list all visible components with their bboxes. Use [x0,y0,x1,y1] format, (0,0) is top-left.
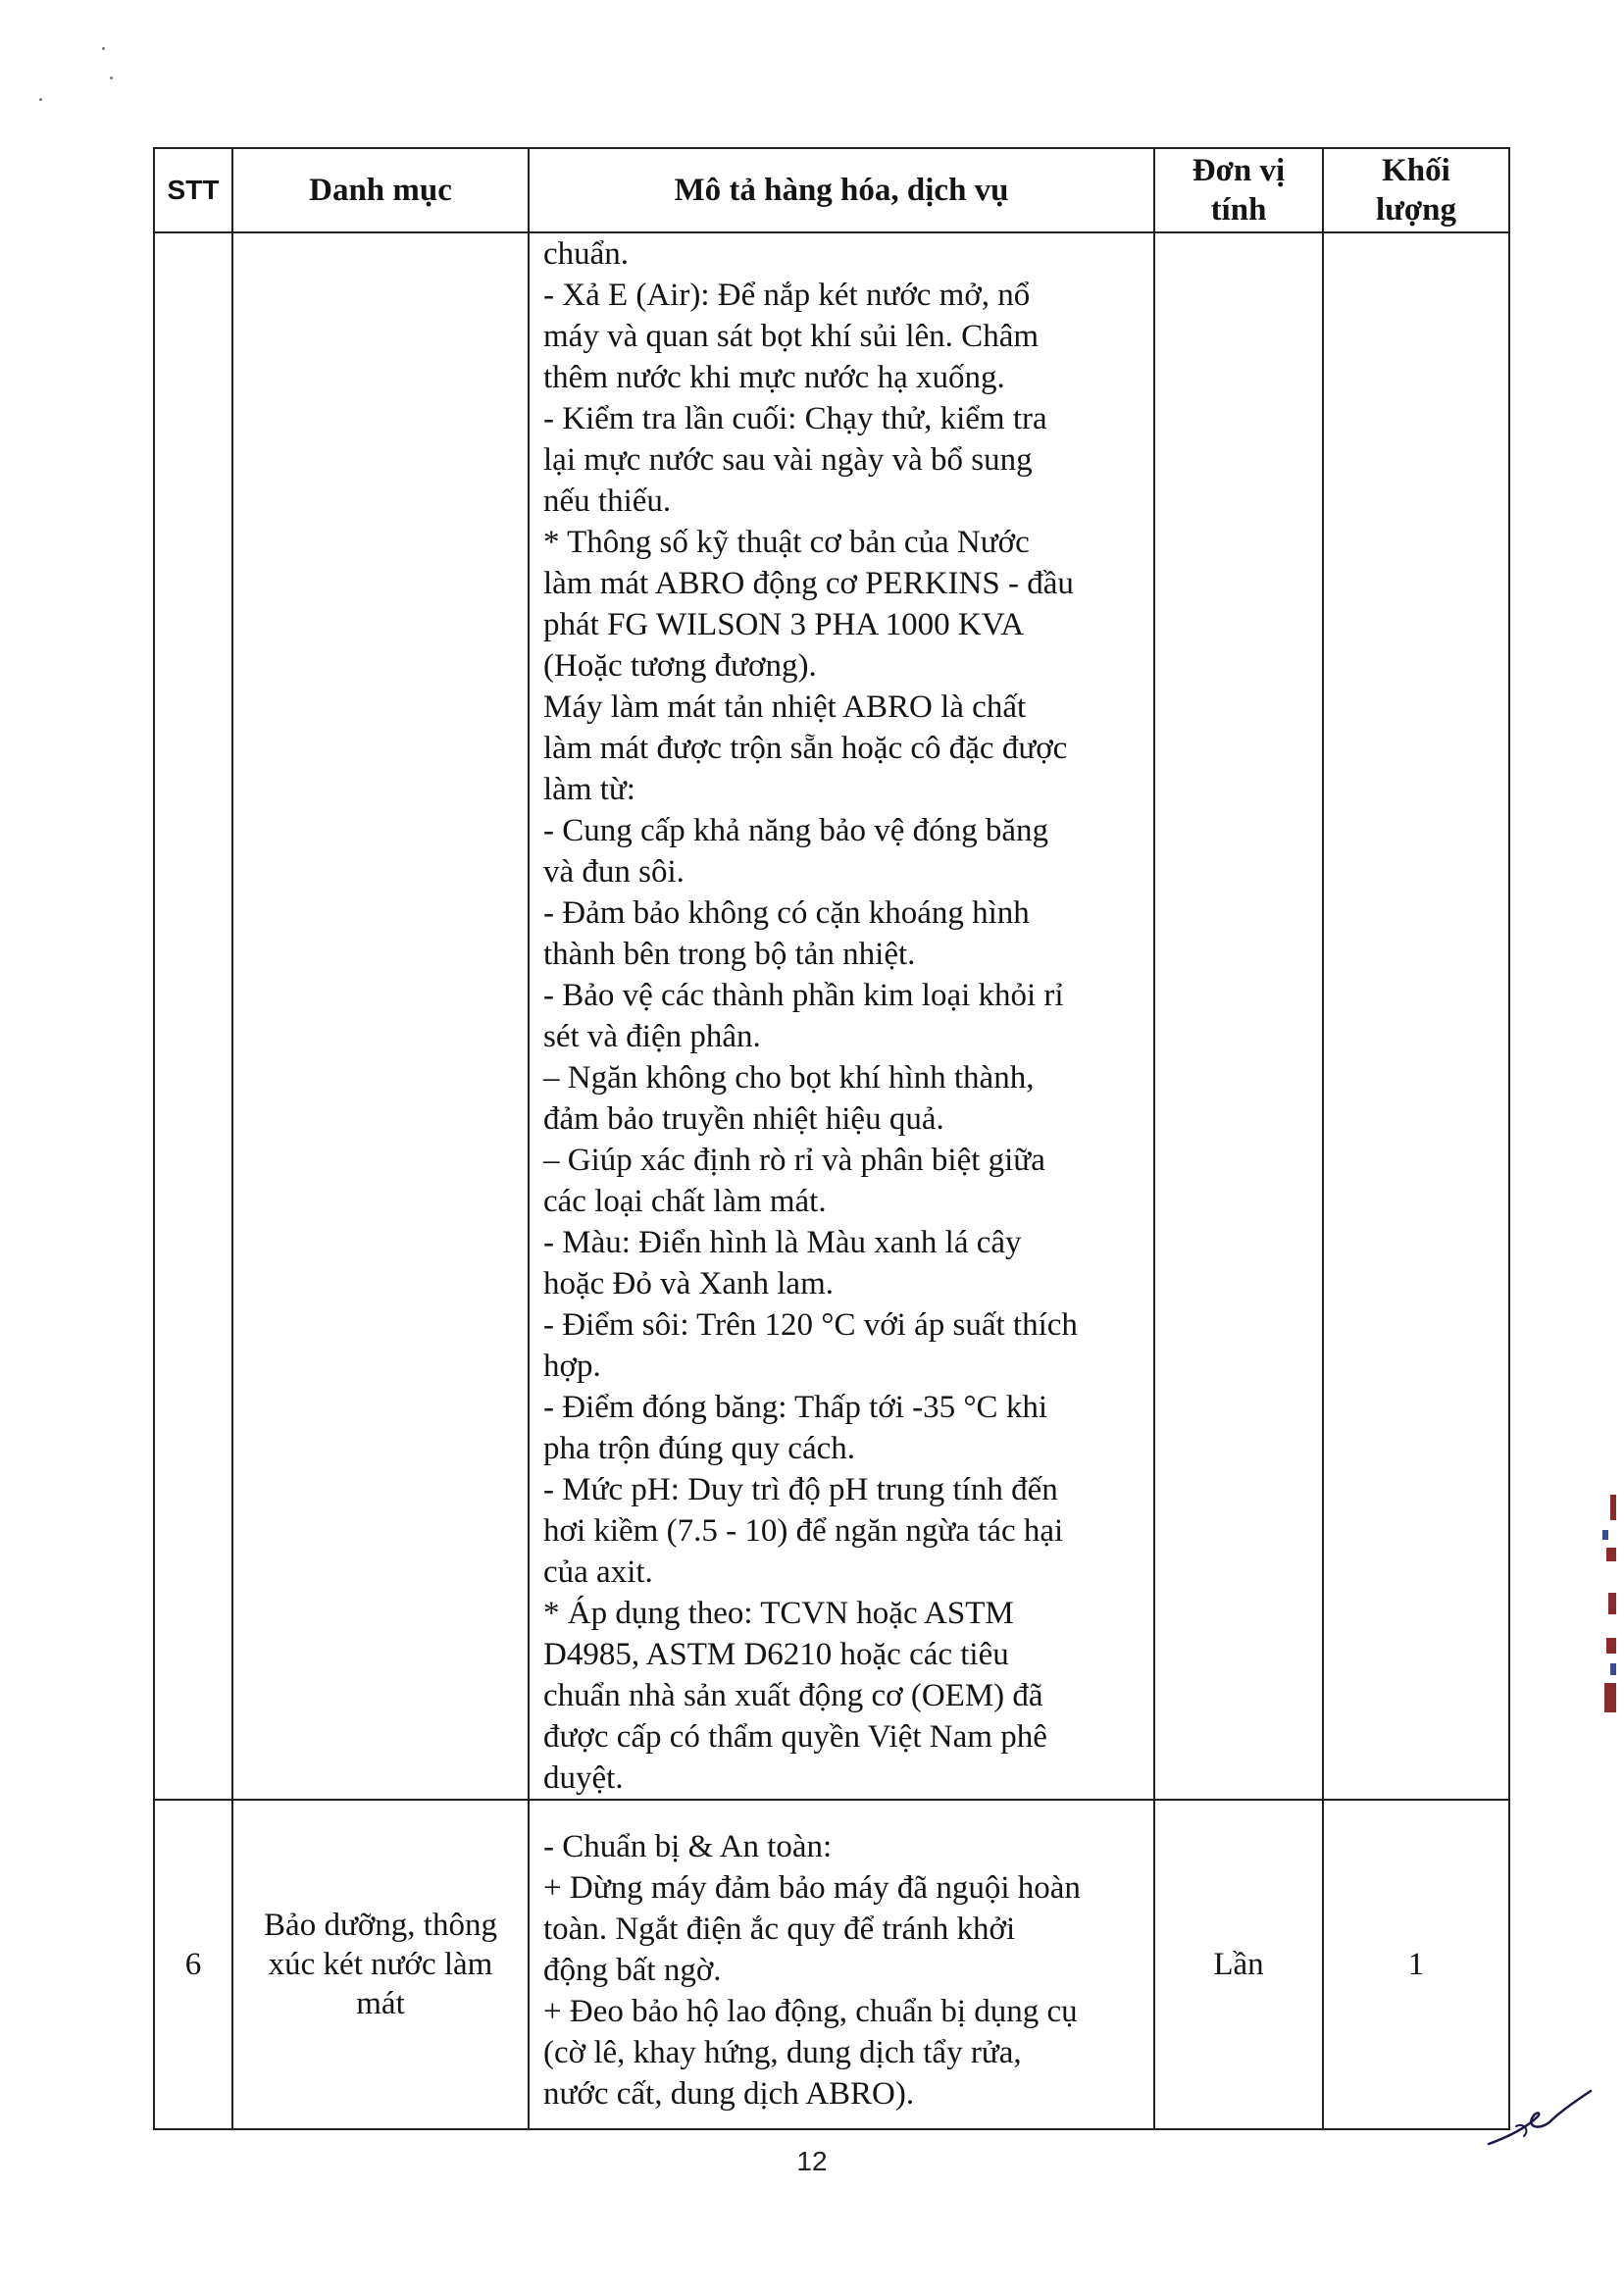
description-line: nếu thiếu. [543,484,672,519]
header-unit [1154,148,1323,232]
description-line: - Màu: Điển hình là Màu xanh lá cây [543,1225,1022,1260]
header-quantity-line: lượng [1375,192,1457,228]
description-line: chuẩn nhà sản xuất động cơ (OEM) đã [543,1678,1043,1713]
header-stt: STT [154,148,232,232]
table-header-row [154,148,1509,232]
description-line: các loại chất làm mát. [543,1184,827,1219]
description-line: + Dừng máy đảm bảo máy đã nguội hoàn [543,1870,1081,1906]
cell-description [529,232,1154,1800]
description-line: nước cất, dung dịch ABRO). [543,2076,915,2112]
description-line: - Điểm đóng băng: Thấp tới -35 °C khi [543,1390,1047,1425]
table-row-item-6 [154,1800,1509,2129]
description-line: thêm nước khi mực nước hạ xuống. [543,360,1005,395]
cell-unit [1154,232,1323,1800]
cell-quantity [1323,232,1509,1800]
description-line: đảm bảo truyền nhiệt hiệu quả. [543,1101,944,1137]
goods-services-table [153,147,1510,2130]
scan-speck [102,47,105,50]
description-line: phát FG WILSON 3 PHA 1000 KVA [543,607,1025,642]
description-line: sét và điện phân. [543,1019,761,1054]
description-line: (Hoặc tương đương). [543,648,817,684]
header-unit-line: tính [1210,192,1267,228]
description-line: duyệt. [543,1760,624,1796]
description-line: - Bảo vệ các thành phần kim loại khỏi rỉ [543,978,1064,1013]
description-line: được cấp có thẩm quyền Việt Nam phê [543,1719,1047,1755]
scan-speck [110,76,113,79]
description-line: pha trộn đúng quy cách. [543,1431,855,1466]
description-line: – Giúp xác định rò rỉ và phân biệt giữa [543,1143,1045,1178]
description-line: Máy làm mát tản nhiệt ABRO là chất [543,689,1027,725]
description-text [530,1826,1153,2115]
cell-stt [154,232,232,1800]
description-line: * Áp dụng theo: TCVN hoặc ASTM [543,1596,1014,1631]
description-line: làm mát ABRO động cơ PERKINS - đầu [543,566,1074,601]
description-line: toàn. Ngắt điện ắc quy để tránh khởi [543,1912,1016,1947]
cell-category [232,232,529,1800]
cell-quantity: 1 [1323,1800,1509,2129]
description-line: - Chuẩn bị & An toàn: [543,1829,833,1864]
description-line: - Kiểm tra lần cuối: Chạy thử, kiểm tra [543,401,1047,436]
description-line: hơi kiềm (7.5 - 10) để ngăn ngừa tác hại [543,1513,1064,1549]
description-line: - Đảm bảo không có cặn khoáng hình [543,895,1030,931]
cell-unit: Lần [1154,1800,1323,2129]
description-line: - Điểm sôi: Trên 120 °C với áp suất thích [543,1307,1078,1343]
header-quantity [1323,148,1509,232]
header-description: Mô tả hàng hóa, dịch vụ [529,148,1154,232]
category-line: xúc két nước làm [268,1947,493,1982]
description-line: thành bên trong bộ tản nhiệt. [543,937,916,972]
description-line: của axit. [543,1555,653,1590]
table-row-continuation [154,232,1509,1800]
description-line: hoặc Đỏ và Xanh lam. [543,1266,834,1301]
description-line: * Thông số kỹ thuật cơ bản của Nước [543,525,1030,560]
header-category: Danh mục [232,148,529,232]
description-line: máy và quan sát bọt khí sủi lên. Châm [543,319,1040,354]
description-line: hợp. [543,1349,601,1384]
scan-edge-marks [1585,1491,1624,1756]
description-line: lại mực nước sau vài ngày và bổ sung [543,442,1033,478]
page-number: 12 [796,2146,828,2176]
description-line: chuẩn. [543,236,630,272]
description-line: (cờ lê, khay hứng, dung dịch tẩy rửa, [543,2035,1022,2070]
description-line: và đun sôi. [543,854,685,890]
category-line: Bảo dưỡng, thông [264,1908,497,1943]
description-line: làm từ: [543,772,635,807]
description-line: + Đeo bảo hộ lao động, chuẩn bị dụng cụ [543,1994,1078,2029]
scan-speck [39,98,42,101]
description-line: - Cung cấp khả năng bảo vệ đóng băng [543,813,1049,848]
header-quantity-line: Khối [1382,153,1450,188]
cell-description [529,1800,1154,2129]
description-line: D4985, ASTM D6210 hoặc các tiêu [543,1637,1009,1672]
category-line: mát [356,1986,405,2021]
description-line: - Xả E (Air): Để nắp két nước mở, nổ [543,278,1031,313]
description-line: – Ngăn không cho bọt khí hình thành, [543,1060,1035,1096]
cell-stt: 6 [154,1800,232,2129]
signature-initials [1481,2087,1599,2156]
description-line: làm mát được trộn sẵn hoặc cô đặc được [543,731,1068,766]
cell-category [232,1800,529,2129]
description-text [530,233,1153,1799]
description-line: động bất ngờ. [543,1953,722,1988]
description-line: - Mức pH: Duy trì độ pH trung tính đến [543,1472,1058,1507]
header-unit-line: Đơn vị [1192,153,1286,188]
